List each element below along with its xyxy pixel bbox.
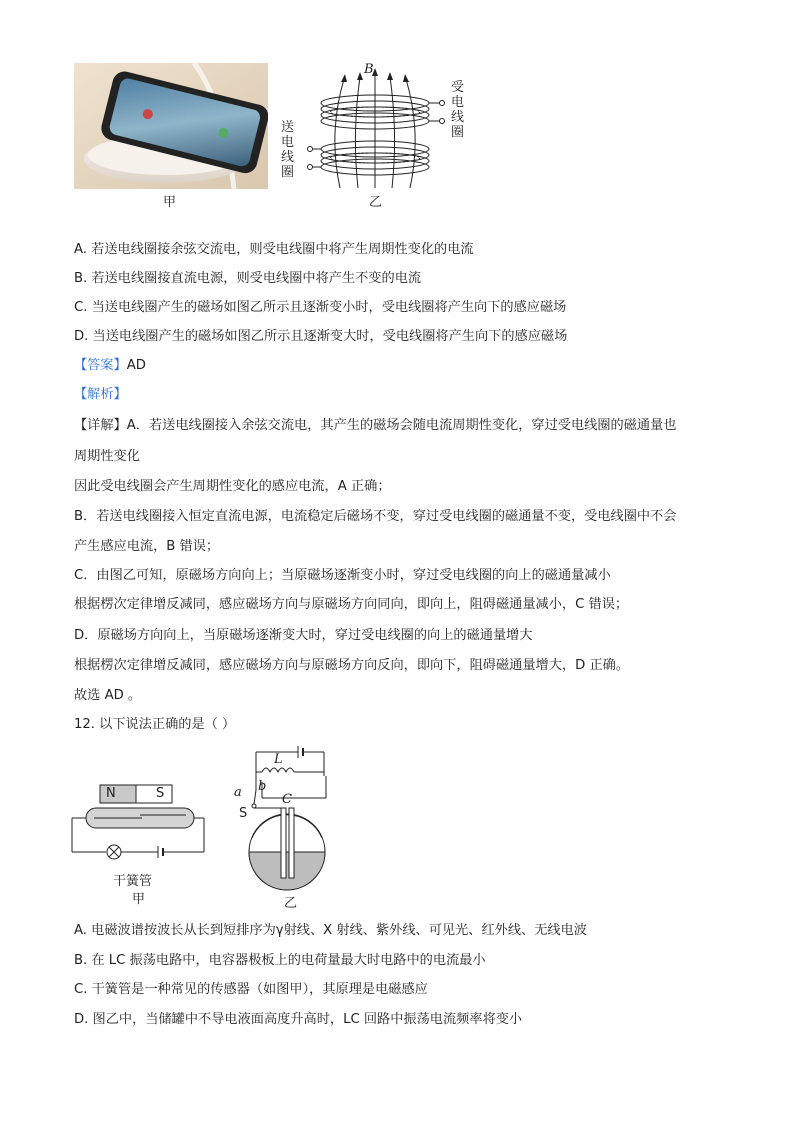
receive-coil-label: 受电线圈: [451, 80, 465, 140]
option-c: C. 当送电线圈产生的磁场如图乙所示且逐渐变小时，受电线圈将产生向下的感应磁场: [74, 300, 567, 315]
q12-option-c: C. 干簧管是一种常见的传感器（如图甲），其原理是电磁感应: [74, 982, 428, 997]
q12-option-b: B. 在 LC 振荡电路中，电容器极板上的电荷量最大时电路中的电流最小: [74, 953, 486, 968]
lc-tank-diagram: [232, 742, 342, 892]
terminal-label-a: a: [234, 785, 242, 800]
capacitor-label-c: C: [282, 792, 292, 807]
detail-line-7: 根据楞次定律增反减同，感应磁场方向与原磁场方向同向，即向上，阻碍磁通量减小，C 错误；: [74, 597, 629, 612]
detail-line-6: C．由图乙可知，原磁场方向向上；当原磁场逐渐变小时，穿过受电线圈的向上的磁通量减小: [74, 568, 611, 583]
terminal-label-b: b: [258, 779, 267, 794]
option-d: D. 当送电线圈产生的磁场如图乙所示且逐渐变大时，受电线圈将产生向下的感应磁场: [74, 329, 568, 344]
figure-caption-q12-jia: 甲: [132, 892, 146, 907]
detail-line-10: 故选 AD 。: [74, 688, 142, 703]
answer-line: [74, 357, 146, 375]
reed-switch-label: 干簧管: [113, 874, 153, 889]
q12-option-a: A. 电磁波谱按波长从长到短排序为γ射线、X 射线、紫外线、可见光、红外线、无线电波: [74, 923, 587, 938]
reed-switch-diagram: [68, 782, 218, 864]
answer-tag: 【答案】: [74, 358, 127, 373]
question-12-stem: 12. 以下说法正确的是（ ）: [74, 717, 236, 732]
inductor-label-l: L: [274, 752, 283, 767]
field-label-b: B: [364, 62, 374, 77]
detail-text-1: A．若送电线圈接入余弦交流电，其产生的磁场会随电流周期性变化，穿过受电线圈的磁通量也: [126, 418, 677, 433]
detail-line-9: 根据楞次定律增反减同，感应磁场方向与原磁场方向反向，即向下，阻碍磁通量增大，D 正确。: [74, 658, 630, 673]
q12-option-d: D. 图乙中，当储罐中不导电液面高度升高时，LC 回路中振荡电流频率将变小: [74, 1012, 523, 1027]
detail-line-4: B．若送电线圈接入恒定直流电源，电流稳定后磁场不变，穿过受电线圈的磁通量不变，受电线圈中不会: [74, 509, 677, 524]
detail-line-2: 周期性变化: [74, 449, 140, 464]
detail-line-8: D．原磁场方向向上，当原磁场逐渐变大时，穿过受电线圈的向上的磁通量增大: [74, 628, 533, 643]
figure-caption-jia: 甲: [163, 195, 177, 210]
figure-caption-yi: 乙: [369, 195, 383, 210]
switch-label-s: S: [239, 806, 248, 821]
figure-caption-q12-yi: 乙: [284, 896, 298, 911]
analysis-tag: 【解析】: [74, 387, 127, 402]
detail-line-1: [74, 417, 676, 435]
option-b: B. 若送电线圈接直流电源，则受电线圈中将产生不变的电流: [74, 271, 422, 286]
detail-tag: 【详解】: [74, 418, 127, 433]
answer-value: AD: [126, 358, 146, 373]
detail-line-5: 产生感应电流，B 错误；: [74, 539, 220, 554]
option-a: A. 若送电线圈接余弦交流电，则受电线圈中将产生周期性变化的电流: [74, 242, 474, 257]
wireless-charging-photo: [74, 63, 268, 189]
detail-line-3: 因此受电线圈会产生周期性变化的感应电流，A 正确；: [74, 479, 391, 494]
magnet-s-label: S: [156, 786, 165, 801]
magnet-n-label: N: [106, 786, 116, 801]
send-coil-label: 送电线圈: [281, 120, 295, 180]
